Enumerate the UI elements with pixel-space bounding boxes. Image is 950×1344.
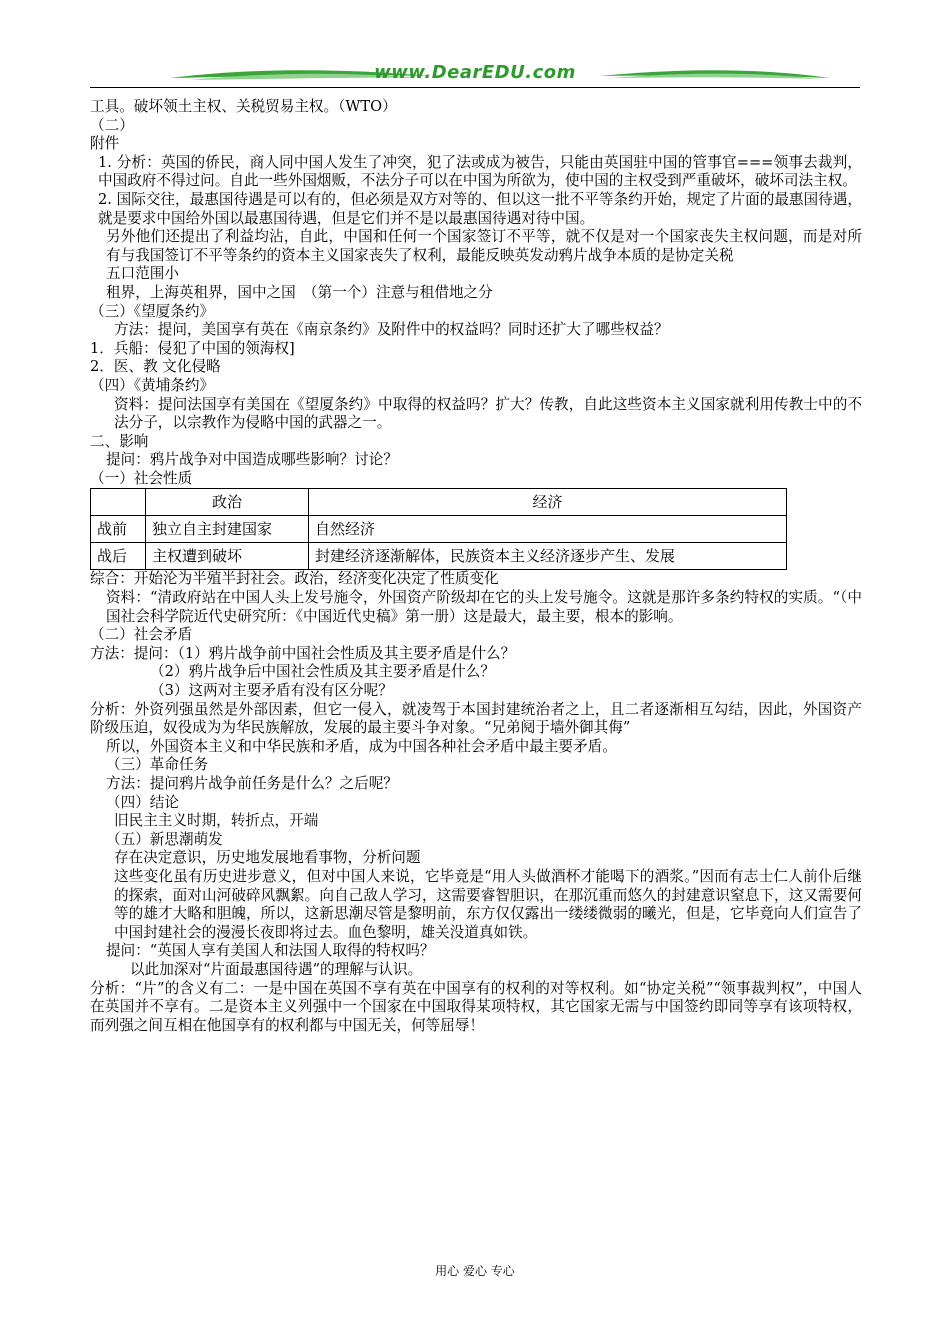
site-brand: www.DearEDU.com	[374, 62, 576, 83]
table-cell: 独立自主封建国家	[146, 516, 309, 543]
section-label: （三）革命任务	[106, 756, 209, 774]
paragraph: 2. 国际交往，最惠国待遇是可以有的，但必须是双方对等的、但以这一批不平等条约开始，规定了片面的最惠国待遇，就是要求中国给外国以最惠国待遇，但是它们并不是以最惠国待遇对待中国。	[98, 190, 862, 227]
section-label: （四）结论	[106, 793, 179, 811]
paragraph: 提问：鸦片战争对中国造成哪些影响？讨论？	[106, 451, 398, 469]
paragraph: 以此加深对“片面最惠国待遇”的理解与认识。	[130, 960, 423, 978]
section-label: （二）社会矛盾	[90, 626, 193, 644]
paragraph: 另外他们还提出了利益均沾，自此，中国和任何一个国家签订不平等，就不仅是对一个国家丧失主权问题，而是对所有与我国签订不平等条约的资本主义国家丧失了权利，最能反映英发动鸦片战争本质的是协定关税	[106, 228, 862, 264]
social-nature-table	[90, 488, 787, 570]
section-label: 二、影响	[90, 432, 149, 450]
paragraph: 提问：“英国人享有美国人和法国人取得的特权吗？	[106, 942, 435, 960]
paragraph: 资料：提问法国享有美国在《望厦条约》中取得的权益吗？扩大？传教，自此这些资本主义国家就利用传教士中的不法分子，以宗教作为侵略中国的武器之一。	[114, 395, 862, 432]
table-header-cell: 经济	[309, 489, 787, 516]
section-label: （五）新思潮萌发	[106, 830, 223, 848]
paragraph: 五口范围小	[106, 265, 179, 283]
paragraph: 综合：开始沦为半殖半封社会。政治，经济变化决定了性质变化	[90, 570, 499, 588]
page-header	[90, 60, 860, 92]
table-cell: 主权遭到破坏	[146, 543, 309, 570]
table-cell: 自然经济	[309, 516, 787, 543]
table-cell: 战后	[91, 543, 146, 570]
paragraph: 分析：“片”的含义有二：一是中国在英国不享有英在中国享有的权利的对等权利。如“协定关税”“领事裁判权”，中国人在英国并不享有。二是资本主义列强中一个国家在中国取得某项特权，其它国家无需与中国签约即同等享有该项特权，而列强之间互相在他国享有的权利都与中国无关，何等屈辱！	[90, 979, 862, 1034]
paragraph: 1. 分析：英国的侨民，商人同中国人发生了冲突，犯了法或成为被告，只能由英国驻中国的管事官===领事去裁判，中国政府不得过问。自此一些外国烟贩，不法分子可以在中国为所欲为，使中国的主权受到严重破坏，破坏司法主权。	[98, 153, 862, 190]
paragraph: 工具。破坏领土主权、关税贸易主权。（WTO）	[90, 98, 397, 115]
section-label: 附件	[90, 135, 120, 153]
table-cell: 战前	[91, 516, 146, 543]
paragraph: 所以，外国资本主义和中华民族和矛盾，成为中国各种社会矛盾中最主要矛盾。	[106, 737, 617, 755]
paragraph: 资料：“清政府站在中国人头上发号施令，外国资产阶级却在它的头上发号施令。这就是那许多条约特权的实质。“（中国社会科学院近代史研究所：《中国近代史稿》第一册）这是最大，最主要，根本的影响。	[106, 589, 862, 625]
page-footer: 用心 爱心 专心	[435, 1264, 515, 1278]
section-label: （四）《黄埔条约》	[90, 376, 215, 394]
table-cell: 封建经济逐渐解体，民族资本主义经济逐步产生、发展	[309, 543, 787, 570]
paragraph: 存在决定意识，历史地发展地看事物，分析问题	[114, 849, 421, 867]
table-row	[91, 543, 787, 570]
table-header-row	[91, 489, 787, 516]
paragraph: 旧民主主义时期，转折点，开端	[114, 812, 319, 830]
table-header-cell: 政治	[146, 489, 309, 516]
paragraph: 分析：外资列强虽然是外部因素，但它一侵入，就凌驾于本国封建统治者之上，且二者逐渐相互勾结，因此，外国资产阶级压迫，奴役成为为华民族解放，发展的最主要斗争对象。“兄弟阋于墙外御其侮”	[90, 700, 862, 737]
paragraph: 方法：提问鸦片战争前任务是什么？之后呢？	[106, 775, 398, 792]
paragraph: 这些变化虽有历史进步意义，但对中国人来说，它毕竟是“用人头做酒杯才能喝下的酒浆。”因而有志士仁人前仆后继的探索，面对山河破碎风飘絮。向自己敌人学习，这需要睿智胆识，在那沉重而悠久的封建意识窒息下，这又需要何等的雄才大略和胆魄，所以，这新思潮尽管是黎明前，东方仅仅露出一缕缕微弱的曦光，但是，它毕竟向人们宣告了中国封建社会的漫漫长夜即将过去。血色黎明，雄关没道真如铁。	[114, 867, 862, 941]
table-row	[91, 516, 787, 543]
section-label: （三）《望厦条约》	[90, 302, 215, 320]
header-rule	[90, 87, 860, 88]
paragraph: 1．兵船：侵犯了中国的领海权]	[90, 339, 295, 357]
section-label: （二）	[90, 116, 134, 134]
paragraph: （3）这两对主要矛盾有没有区分呢？	[150, 682, 393, 700]
paragraph: 租界，上海英租界，国中之国 （第一个）注意与租借地之分	[106, 283, 493, 301]
document-body	[90, 98, 862, 1035]
paragraph: 2．医、教 文化侵略	[90, 358, 221, 376]
section-label: （一）社会性质	[90, 469, 193, 487]
table-header-cell	[91, 489, 146, 516]
paragraph: 方法：提问，美国享有英在《南京条约》及附件中的权益吗？同时还扩大了哪些权益？	[114, 321, 669, 339]
paragraph: 方法：提问：（1）鸦片战争前中国社会性质及其主要矛盾是什么？	[90, 644, 516, 662]
paragraph: （2）鸦片战争后中国社会性质及其主要矛盾是什么？	[150, 663, 495, 681]
